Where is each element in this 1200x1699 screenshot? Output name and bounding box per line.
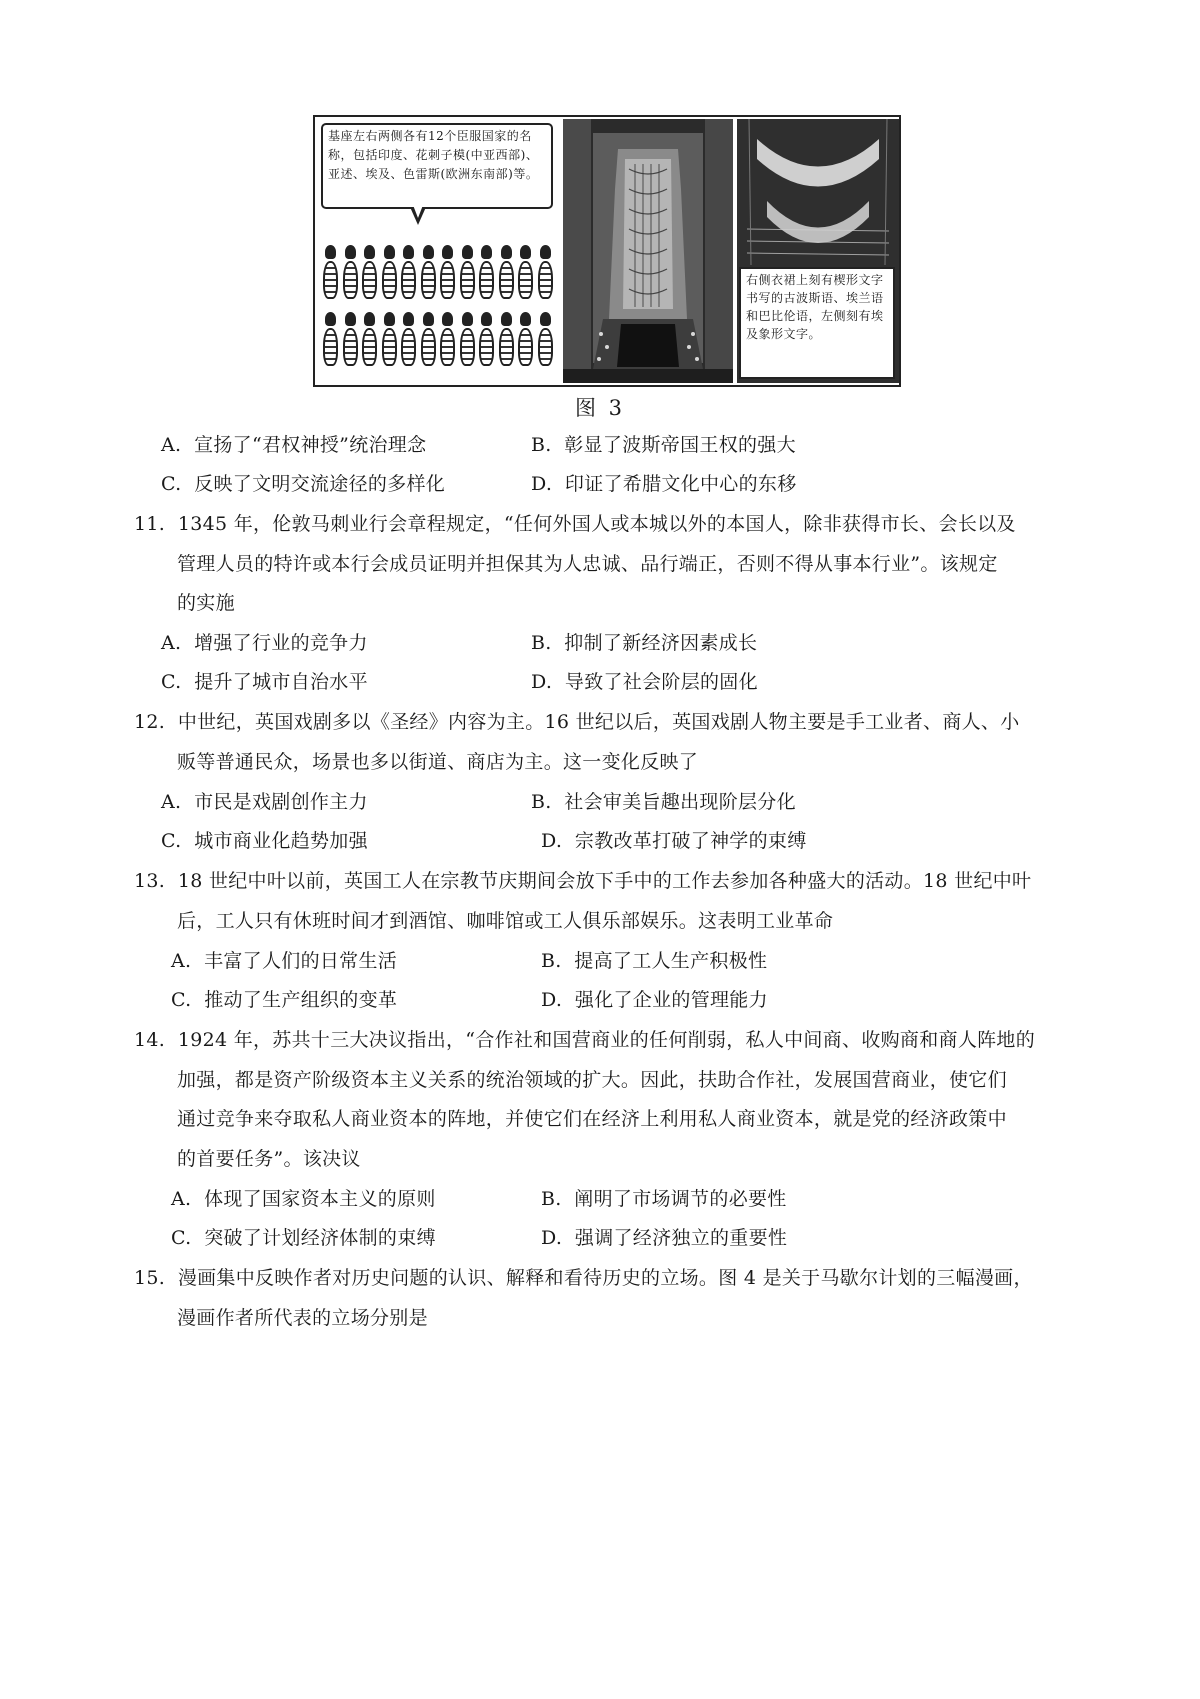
figure-base-panel (315, 117, 559, 385)
q14-stem-line: 通过竞争来夺取私人商业资本的阵地，并使它们在经济上利用私人商业资本，就是党的经济政策中 (177, 1108, 1007, 1130)
inscription-closeup-photo (737, 119, 899, 383)
q14-stem-line: 14. 1924 年，苏共十三大决议指出，“合作社和国营商业的任何削弱，私人中间商、收购商和商人阵地的 (134, 1029, 1036, 1051)
q13-option-c: C. 推动了生产组织的变革 (171, 989, 398, 1011)
q13-stem-line: 后，工人只有休班时间才到酒馆、咖啡馆或工人俱乐部娱乐。这表明工业革命 (177, 910, 834, 932)
q12-option-c: C. 城市商业化趋势加强 (161, 830, 368, 852)
subject-figure-icon (323, 245, 338, 301)
q14-option-c: C. 突破了计划经济体制的束缚 (171, 1227, 436, 1249)
question-number: 14. (134, 1029, 166, 1051)
q11-option-b: B. 抑制了新经济因素成长 (531, 632, 758, 654)
q15-stem-line: 15. 漫画集中反映作者对历史问题的认识、解释和看待历史的立场。图 4 是关于马歇尔计划的三幅漫画， (134, 1267, 1033, 1289)
subject-figure-icon (421, 245, 436, 301)
q10-option-a: A. 宣扬了“君权神授”统治理念 (161, 434, 427, 456)
subject-figure-icon (440, 245, 455, 301)
subject-figure-icon (421, 312, 436, 368)
q12-option-d: D. 宗教改革打破了神学的束缚 (541, 830, 807, 852)
question-number: 11. (134, 513, 166, 535)
statue-photo (563, 119, 733, 383)
subject-figure-icon (479, 245, 494, 301)
q12-option-a: A. 市民是戏剧创作主力 (161, 791, 368, 813)
q15-stem-line: 漫画作者所代表的立场分别是 (177, 1307, 428, 1329)
subject-figure-icon (401, 245, 416, 301)
subject-figure-icon (362, 245, 377, 301)
figure-label: 图 3 (574, 396, 626, 420)
q10-option-c: C. 反映了文明交流途径的多样化 (161, 473, 446, 495)
subject-figure-icon (518, 245, 533, 301)
q13-option-b: B. 提高了工人生产积极性 (541, 950, 768, 972)
inscription-caption: 右侧衣裙上刻有楔形文字书写的古波斯语、埃兰语和巴比伦语，左侧刻有埃及象形文字。 (739, 267, 895, 379)
subject-figure-icon (538, 312, 553, 368)
q12-stem-line: 12. 中世纪，英国戏剧多以《圣经》内容为主。16 世纪以后，英国戏剧人物主要是手工业者、商人、小 (134, 711, 1020, 733)
subject-figure-icon (499, 245, 514, 301)
subject-figure-icon (440, 312, 455, 368)
q11-option-d: D. 导致了社会阶层的固化 (531, 671, 758, 693)
subject-figure-icon (401, 312, 416, 368)
subject-figure-icon (538, 245, 553, 301)
callout-tail (410, 207, 426, 225)
q11-stem-line: 11. 1345 年，伦敦马刺业行会章程规定，“任何外国人或本城以外的本国人，除非获得市长、会长以及 (134, 513, 1016, 535)
q14-stem-line: 加强，都是资产阶级资本主义关系的统治领域的扩大。因此，扶助合作社，发展国营商业，使它们 (177, 1069, 1007, 1091)
subject-figure-icon (362, 312, 377, 368)
q11-option-a: A. 增强了行业的竞争力 (161, 632, 368, 654)
subject-figure-icon (382, 312, 397, 368)
subject-figure-icon (343, 245, 358, 301)
q12-option-b: B. 社会审美旨趣出现阶层分化 (531, 791, 796, 813)
question-number: 13. (134, 870, 166, 892)
subject-figure-icon (323, 312, 338, 368)
subject-figure-icon (460, 312, 475, 368)
question-number: 12. (134, 711, 166, 733)
q14-option-a: A. 体现了国家资本主义的原则 (171, 1188, 436, 1210)
q13-option-d: D. 强化了企业的管理能力 (541, 989, 768, 1011)
figure-3 (313, 115, 901, 387)
subject-figure-icon (343, 312, 358, 368)
subject-figure-icon (499, 312, 514, 368)
q12-stem-line: 贩等普通民众，场景也多以街道、商店为主。这一变化反映了 (177, 751, 699, 773)
figure-callout: 基座左右两侧各有12个臣服国家的名称，包括印度、花刺子模(中亚西部)、亚述、埃及、色雷斯(欧洲东南部)等。 (321, 123, 553, 209)
subject-nations-row-bottom (323, 312, 553, 368)
q13-option-a: A. 丰富了人们的日常生活 (171, 950, 398, 972)
q11-stem-line: 的实施 (177, 592, 235, 614)
q11-stem-line: 管理人员的特许或本行会成员证明并担保其为人忠诚、品行端正，否则不得从事本行业”。该规定 (177, 553, 998, 575)
q10-option-b: B. 彰显了波斯帝国王权的强大 (531, 434, 796, 456)
q10-option-d: D. 印证了希腊文化中心的东移 (531, 473, 797, 495)
q14-stem-line: 的首要任务”。该决议 (177, 1148, 361, 1170)
question-number: 15. (134, 1267, 166, 1289)
q11-option-c: C. 提升了城市自治水平 (161, 671, 368, 693)
subject-figure-icon (460, 245, 475, 301)
q14-option-b: B. 阐明了市场调节的必要性 (541, 1188, 787, 1210)
statue-illustration (563, 119, 733, 383)
q14-option-d: D. 强调了经济独立的重要性 (541, 1227, 788, 1249)
subject-nations-row-top (323, 245, 553, 301)
subject-figure-icon (382, 245, 397, 301)
subject-figure-icon (518, 312, 533, 368)
subject-figure-icon (479, 312, 494, 368)
q13-stem-line: 13. 18 世纪中叶以前，英国工人在宗教节庆期间会放下手中的工作去参加各种盛大的活动。18 世纪中叶 (134, 870, 1032, 892)
